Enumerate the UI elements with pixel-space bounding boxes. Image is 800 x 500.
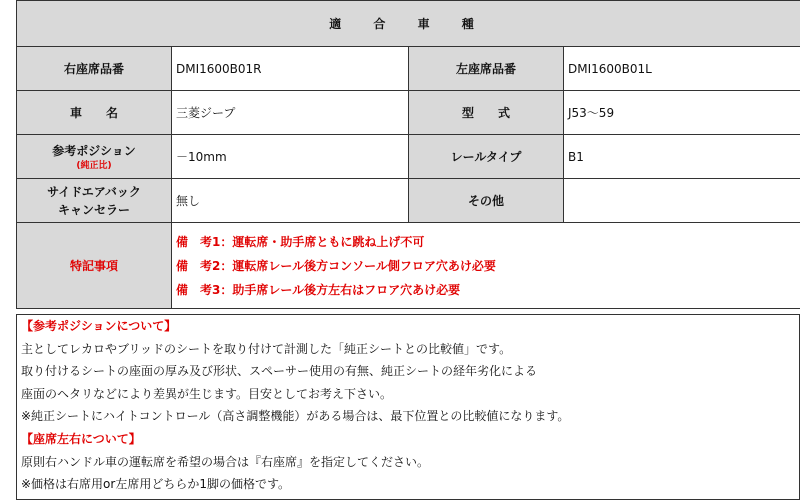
other-label: その他 bbox=[409, 179, 564, 223]
note-line: ※純正シートにハイトコントロール（高さ調整機能）がある場合は、最下位置との比較値になります。 bbox=[21, 409, 570, 424]
special-label-text: 特記事項 bbox=[69, 259, 118, 273]
left-seat-label: 左座席品番 bbox=[409, 47, 564, 91]
other-value bbox=[564, 179, 800, 223]
note-line: ※価格は右席用or左席用どちらか1脚の価格です。 bbox=[21, 477, 291, 492]
car-name-label: 車 名 bbox=[17, 91, 172, 135]
note-heading-seat-side: 【座席左右について】 bbox=[21, 431, 141, 446]
note-line: 主としてレカロやブリッドのシートを取り付けて計測した「純正シートとの比較値」です。 bbox=[21, 341, 512, 356]
note-seat-text: 原則右ハンドル車の運転席を希望の場合は『右座席』を指定してください。 bbox=[21, 454, 430, 469]
notes-box bbox=[16, 314, 800, 500]
model-value: J53〜59 bbox=[564, 91, 800, 135]
note-line: 取り付けるシートの座面の厚み及び形状、スペーサー使用の有無、純正シートの経年劣化による bbox=[21, 364, 538, 379]
compatibility-table bbox=[16, 0, 800, 309]
car-name-value: 三菱ジープ bbox=[172, 91, 409, 135]
remark-1: 備 考1：運転席・助手席ともに跳ね上げ不可 bbox=[176, 234, 425, 249]
airbag-value: 無し bbox=[172, 179, 409, 223]
rail-type-label: レールタイプ bbox=[409, 135, 564, 179]
airbag-label-line-2: キャンセラー bbox=[57, 202, 130, 217]
ref-position-value: －10mm bbox=[172, 135, 409, 179]
remark-3: 備 考3：助手席レール後方左右はフロア穴あけ必要 bbox=[176, 282, 461, 297]
rail-type-value: B1 bbox=[564, 135, 800, 179]
table-title: 適 合 車 種 bbox=[17, 1, 800, 47]
spec-sheet bbox=[16, 0, 800, 500]
remarks-cell bbox=[172, 223, 800, 309]
note-heading-position: 【参考ポジションについて】 bbox=[21, 319, 177, 333]
left-seat-value: DMI1600B01L bbox=[564, 47, 800, 91]
airbag-label-line-1: サイドエアバック bbox=[47, 184, 141, 199]
ref-position-label bbox=[17, 135, 172, 179]
remark-2: 備 考2：運転席レール後方コンソール側フロア穴あけ必要 bbox=[176, 258, 496, 273]
model-label: 型 式 bbox=[409, 91, 564, 135]
right-seat-value: DMI1600B01R bbox=[172, 47, 409, 91]
right-seat-label: 右座席品番 bbox=[17, 47, 172, 91]
note-line bbox=[17, 451, 799, 474]
airbag-label bbox=[17, 179, 172, 223]
ref-position-sub: (純正比) bbox=[76, 160, 112, 171]
note-line: 座面のヘタリなどにより差異が生じます。目安としてお考え下さい。 bbox=[21, 386, 393, 401]
special-label bbox=[17, 223, 172, 309]
ref-position-title: 参考ポジション bbox=[52, 143, 136, 158]
